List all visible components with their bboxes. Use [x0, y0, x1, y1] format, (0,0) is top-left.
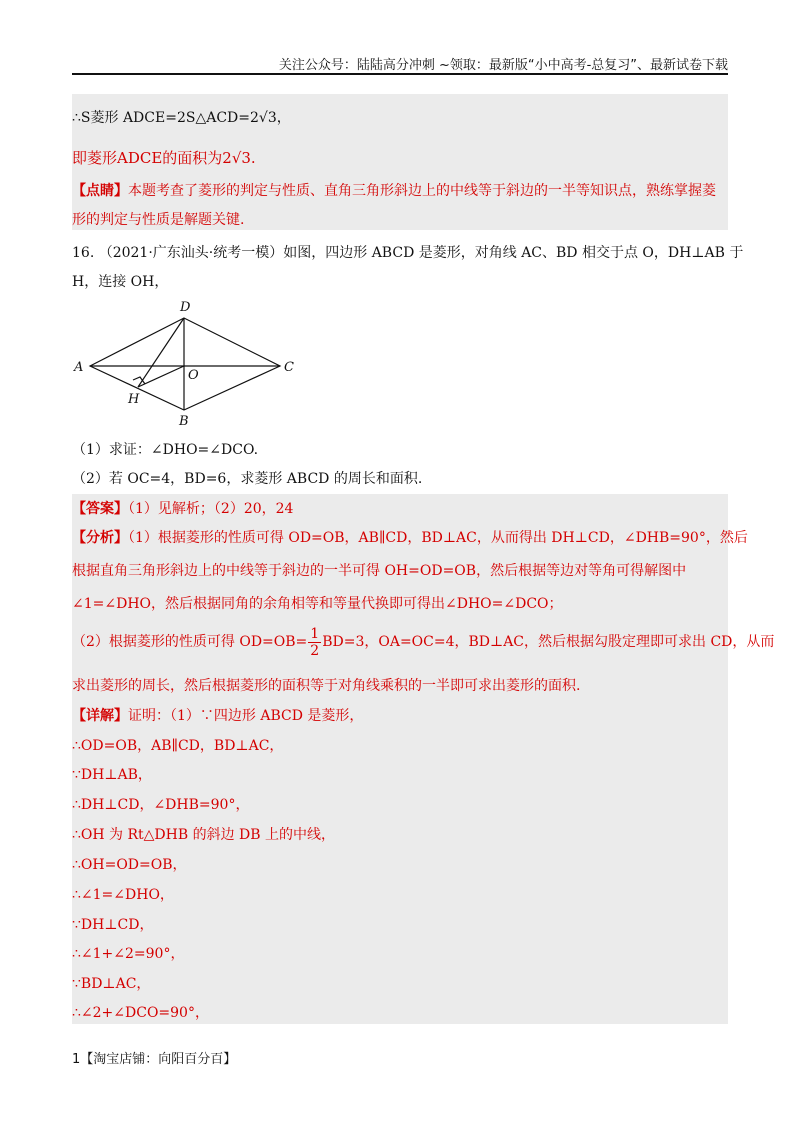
analysis-text-4a: （2）根据菱形的性质可得 OD=OB=	[72, 634, 308, 650]
analysis-text-4b: BD=3，OA=OC=4，BD⊥AC，然后根据勾股定理即可求出 CD，从而	[322, 634, 775, 650]
label-d: D	[180, 300, 191, 315]
analysis-line-2	[72, 561, 686, 581]
answer-tag: 【答案】	[72, 501, 128, 517]
problem-statement-1: 16. （2021·广东汕头·统考一模）如图，四边形 ABCD 是菱形，对角线 AC、BD 相交于点 O，DH⊥AB 于	[72, 245, 744, 261]
detail-step-text: ∵BD⊥AC，	[72, 976, 151, 992]
detail-step-text: ∴∠1+∠2=90°，	[72, 946, 185, 962]
detail-step-text: ∴OH=OD=OB，	[72, 857, 187, 873]
detail-step	[72, 1003, 209, 1023]
detail-step	[72, 944, 184, 964]
fraction-one-half	[308, 626, 321, 659]
analysis-line-3	[72, 594, 563, 614]
question-2	[72, 469, 422, 489]
analysis-text-1: （1）根据菱形的性质可得 OD=OB，AB∥CD，BD⊥AC，从而得出 DH⊥CD，∠DHB=90°，然后	[128, 530, 748, 546]
detail-step-text: ∴∠2+∠DCO=90°，	[72, 1005, 209, 1021]
label-b: B	[179, 414, 189, 428]
area-formula: ∴S菱形 ADCE=2S△ACD=2√3，	[72, 110, 291, 126]
comment-line-1	[72, 181, 716, 201]
detail-step	[72, 915, 153, 935]
detail-tag: 【详解】	[72, 708, 128, 724]
problem-line-2	[72, 272, 168, 292]
detail-step	[72, 885, 174, 905]
analysis-text-2: 根据直角三角形斜边上的中线等于斜边的一半可得 OH=OD=OB，然后根据等边对等角可得解图中	[72, 563, 687, 579]
analysis-text-5: 求出菱形的周长，然后根据菱形的面积等于对角线乘积的一半即可求出菱形的面积.	[72, 678, 581, 694]
fraction-denominator: 2	[310, 642, 320, 659]
detail-step	[72, 765, 152, 785]
analysis-text-3: ∠1=∠DHO，然后根据同角的余角相等和等量代换即可得出∠DHO=∠DCO；	[72, 596, 563, 612]
rhombus-figure	[72, 296, 312, 428]
detail-step-text: ∵DH⊥AB，	[72, 767, 152, 783]
analysis-line-4	[72, 624, 774, 660]
detail-step-text: ∴OH 为 Rt△DHB 的斜边 DB 上的中线，	[72, 827, 336, 843]
detail-first: 证明：（1）∵四边形 ABCD 是菱形，	[128, 708, 364, 724]
analysis-line-5	[72, 676, 580, 696]
detail-step	[72, 736, 283, 756]
area-result: 即菱形ADCE的面积为2√3.	[72, 149, 256, 167]
detail-step	[72, 825, 335, 845]
header-rule	[72, 73, 728, 75]
comment-text-1: 本题考查了菱形的判定与性质、直角三角形斜边上的中线等于斜边的一半等知识点，熟练掌握菱	[128, 183, 716, 199]
fraction-numerator: 1	[310, 625, 320, 642]
page-footer: 1【淘宝店铺：向阳百分百】	[72, 1052, 237, 1067]
problem-line-1	[72, 243, 743, 263]
label-o: O	[188, 368, 199, 383]
problem-statement-2: H，连接 OH，	[72, 274, 169, 290]
analysis-line-1	[72, 528, 748, 548]
analysis-tag: 【分析】	[72, 530, 128, 546]
comment-tag: 【点睛】	[72, 183, 128, 199]
right-angle-mark	[133, 377, 145, 384]
label-a: A	[74, 360, 84, 375]
label-h: H	[128, 392, 140, 407]
detail-step-text: ∴DH⊥CD，∠DHB=90°，	[72, 797, 250, 813]
question-1	[72, 440, 258, 460]
answer-line	[72, 499, 293, 519]
comment-line-2	[72, 210, 244, 230]
rhombus-abcd	[90, 318, 280, 410]
area-result-line	[72, 148, 256, 168]
detail-step	[72, 855, 187, 875]
comment-text-2: 形的判定与性质是解题关键.	[72, 212, 245, 228]
detail-step-text: ∵DH⊥CD，	[72, 917, 154, 933]
page-header: 关注公众号：陆陆高分冲刺 ~领取：最新版“小中高考-总复习”、最新试卷下载	[278, 58, 728, 73]
detail-step-text: ∴OD=OB，AB∥CD，BD⊥AC，	[72, 738, 284, 754]
question-2-text: （2）若 OC=4，BD=6，求菱形 ABCD 的周长和面积.	[72, 471, 423, 487]
detail-step	[72, 795, 249, 815]
label-c: C	[284, 360, 294, 375]
detail-step	[72, 974, 150, 994]
detail-line-0	[72, 706, 363, 726]
question-1-text: （1）求证：∠DHO=∠DCO.	[72, 442, 259, 458]
detail-step-text: ∴∠1=∠DHO，	[72, 887, 174, 903]
answer-text: （1）见解析；（2）20，24	[128, 501, 294, 517]
area-formula-line	[72, 108, 291, 128]
